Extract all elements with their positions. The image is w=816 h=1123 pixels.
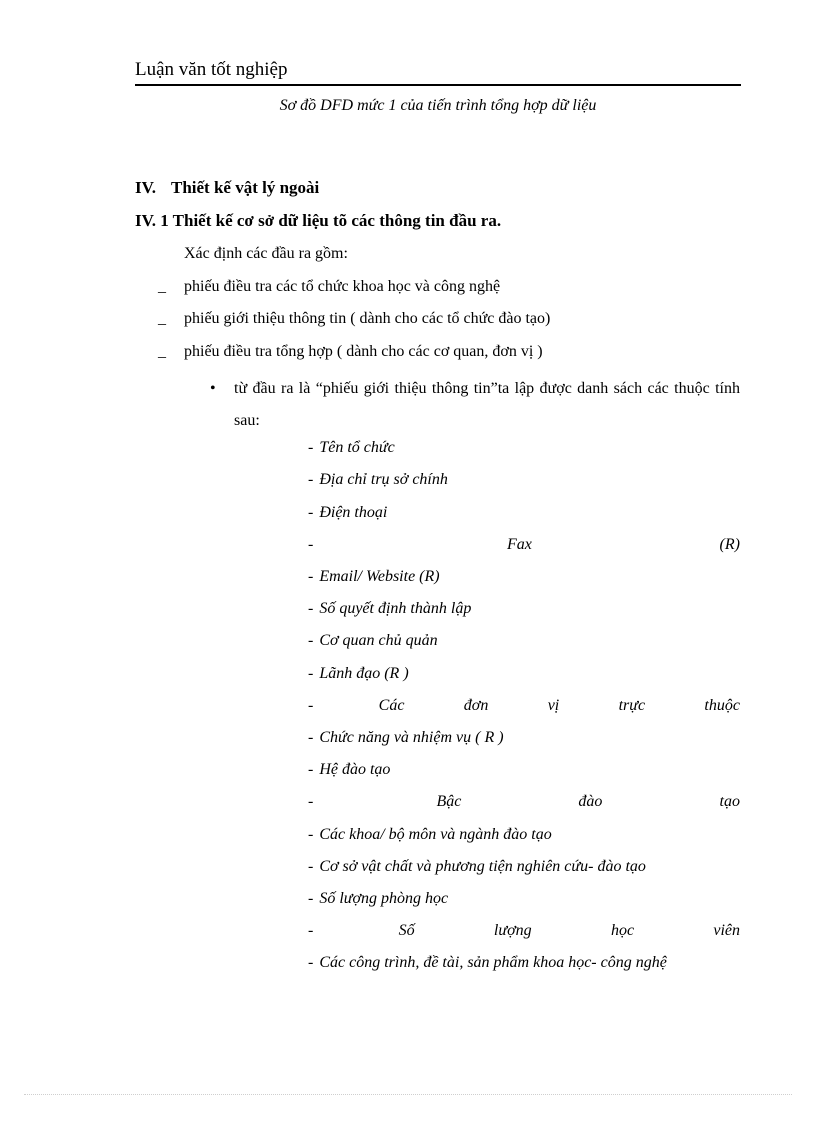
attribute-word: Các [378, 697, 405, 714]
output-item-text: phiếu điều tra tổng hợp ( dành cho các cơ quan, đơn vị ) [184, 343, 543, 360]
attribute-text: Chức năng và nhiệm vụ ( R ) [319, 729, 504, 746]
attribute-item: - Số lượng học viên [308, 920, 740, 942]
intro-paragraph: Xác định các đầu ra gồm: [184, 245, 348, 262]
attribute-word: viên [713, 922, 740, 939]
attribute-word: Bậc [436, 793, 462, 810]
attribute-text: Số lượng phòng học [319, 890, 449, 907]
attribute-word: đơn [463, 697, 489, 714]
attribute-item: - Cơ sở vật chất và phương tiện nghiên cứu- đào tạo [308, 858, 646, 875]
attribute-word: thuộc [704, 697, 740, 714]
output-item-text: phiếu điều tra các tổ chức khoa học và công nghệ [184, 278, 501, 295]
output-item-text: phiếu giới thiệu thông tin ( dành cho các tổ chức đào tạo) [184, 310, 551, 327]
page-header: Luận văn tốt nghiệp [135, 58, 741, 86]
attribute-item: - Hệ đào tạo [308, 761, 391, 778]
attribute-text: Hệ đào tạo [319, 761, 391, 778]
output-item [158, 276, 500, 298]
attribute-text: Tên tổ chức [319, 439, 395, 456]
attribute-word: vị [547, 697, 560, 714]
attribute-text: Các khoa/ bộ môn và ngành đào tạo [319, 826, 552, 843]
attribute-text: Điện thoại [319, 504, 388, 521]
dash-marker: _ [158, 278, 166, 295]
attribute-item: - Cơ quan chủ quản [308, 632, 438, 649]
attribute-word: học [610, 922, 635, 939]
attribute-word: Fax [507, 536, 532, 553]
attribute-text: Cơ sở vật chất và phương tiện nghiên cứu- đào tạo [319, 858, 646, 875]
attribute-item: - Số lượng phòng học [308, 890, 449, 907]
attribute-word: tạo [719, 793, 740, 810]
attribute-text: Email/ Website (R) [319, 568, 440, 585]
dash-marker: _ [158, 343, 166, 360]
attribute-item: - Email/ Website (R) [308, 568, 440, 585]
attribute-word: trực [618, 697, 646, 714]
attribute-item: - Các công trình, đề tài, sản phẩm khoa học- công nghệ [308, 954, 667, 971]
subsection-heading: IV. 1 Thiết kế cơ sở dữ liệu tõ các thông tin đầu ra. [135, 211, 502, 230]
page-bottom-divider [24, 1094, 792, 1095]
bullet-text: từ đầu ra là “phiếu giới thiệu thông tin”ta lập được danh sách các thuộc tính sau: [234, 380, 740, 429]
attribute-word: lượng [493, 922, 532, 939]
output-item [158, 308, 550, 330]
attribute-item: - Địa chỉ trụ sở chính [308, 471, 448, 488]
attribute-item: - Tên tổ chức [308, 439, 395, 456]
attribute-text: Địa chỉ trụ sở chính [319, 471, 448, 488]
output-item [158, 341, 543, 363]
attribute-word: Số [398, 922, 415, 939]
figure-caption: Sơ đồ DFD mức 1 của tiến trình tổng hợp dữ liệu [279, 97, 597, 114]
attribute-item: - Số quyết định thành lập [308, 600, 472, 617]
attribute-item: - Bậc đào tạo [308, 791, 740, 813]
bullet-marker: • [210, 380, 216, 397]
dash-marker: _ [158, 310, 166, 327]
attribute-item: - Các đơn vị trực thuộc [308, 695, 740, 717]
section-title: Thiết kế vật lý ngoài [171, 178, 320, 197]
attribute-word: đào [578, 793, 603, 810]
attribute-item: - Các khoa/ bộ môn và ngành đào tạo [308, 826, 552, 843]
attribute-item: - Điện thoại [308, 504, 388, 521]
attribute-item: - Lãnh đạo (R ) [308, 665, 409, 682]
attribute-word: (R) [719, 536, 740, 553]
attribute-text: Lãnh đạo (R ) [319, 665, 409, 682]
attribute-item: - Chức năng và nhiệm vụ ( R ) [308, 729, 504, 746]
attribute-text: Số quyết định thành lập [319, 600, 472, 617]
attribute-text: Các công trình, đề tài, sản phẩm khoa học- công nghệ [319, 954, 667, 971]
attribute-item: - Fax (R) [308, 534, 740, 556]
section-heading [135, 177, 319, 199]
attribute-text: Cơ quan chủ quản [319, 632, 438, 649]
section-number: IV. [135, 178, 156, 197]
